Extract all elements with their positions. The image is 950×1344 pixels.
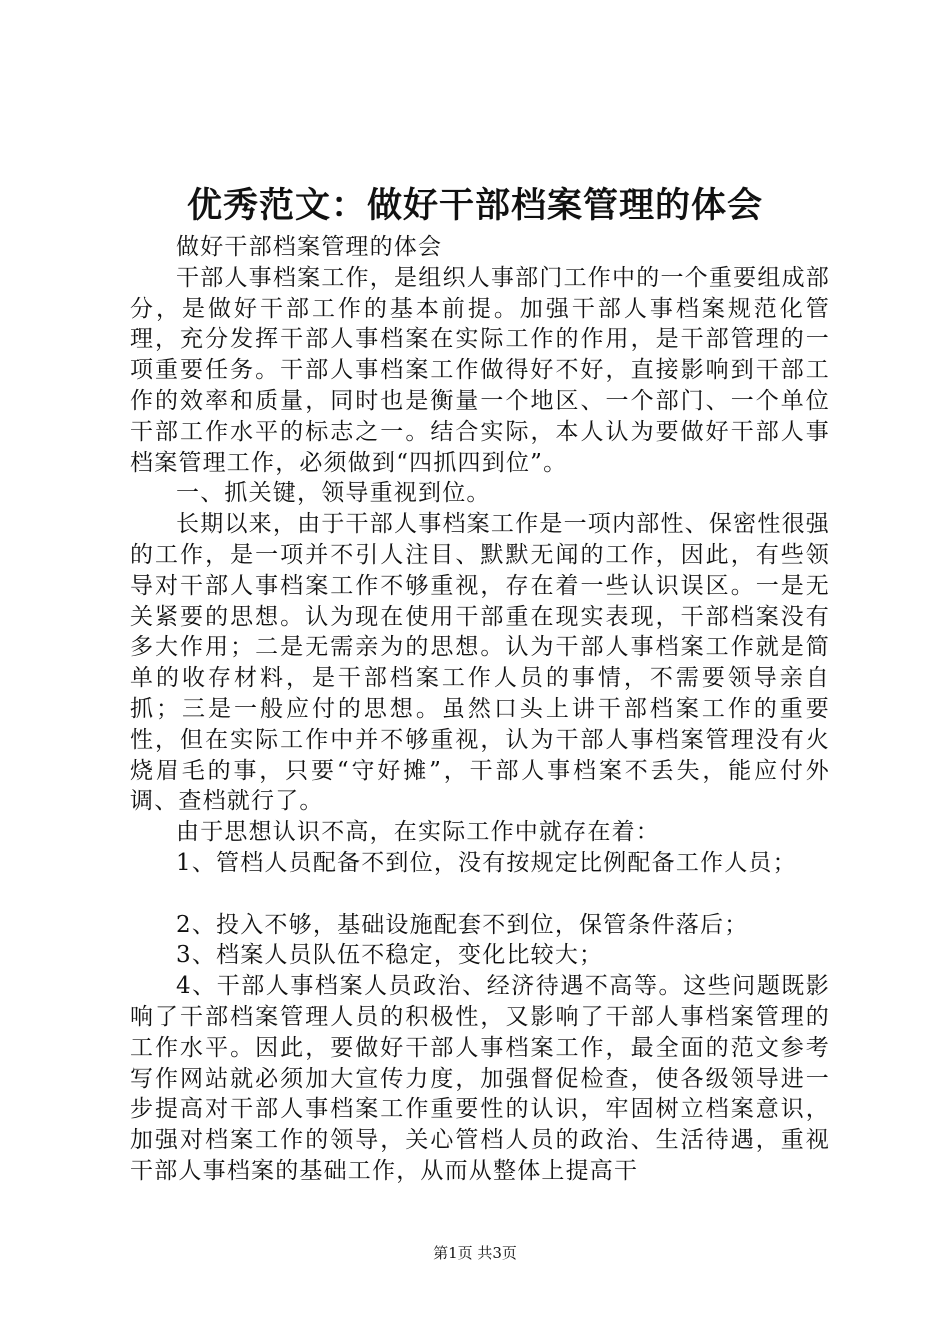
list-item: 4、干部人事档案人员政治、经济待遇不高等。这些问题既影响了干部档案管理人员的积极性，又影响了干部人事档案管理的工作水平。因此，要做好干部人事档案工作，最全面的范文参考写作网站就必须加大宣传力度，加强督促检查，使各级领导进一步提高对干部人事档案工作重要性的认识，牢固树立档案意识，加强对档案工作的领导，关心管档人员的政治、生活待遇，重视干部人事档案的基础工作，从而从整体上提高干 <box>130 973 830 1184</box>
subtitle-paragraph: 做好干部档案管理的体会 <box>176 234 443 260</box>
body-paragraph: 由于思想认识不高，在实际工作中就存在着： <box>176 819 660 846</box>
intro-paragraph: 干部人事档案工作，是组织人事部门工作中的一个重要组成部分，是做好干部工作的基本前提。加强干部人事档案规范化管理，充分发挥干部人事档案在实际工作的作用，是干部管理的一项重要任务。干部人事档案工作做得好不好，直接影响到干部工作的效率和质量，同时也是衡量一个地区、一个部门、一个单位干部工作水平的标志之一。结合实际，本人认为要做好干部人事档案管理工作，必须做到“四抓四到位”。 <box>130 264 830 476</box>
body-paragraph: 长期以来，由于干部人事档案工作是一项内部性、保密性很强的工作，是一项并不引人注目、默默无闻的工作，因此，有些领导对干部人事档案工作不够重视，存在着一些认识误区。一是无关紧要的思想。认为现在使用干部重在现实表现，干部档案没有多大作用；二是无需亲为的思想。认为干部人事档案工作就是简单的收存材料，是干部档案工作人员的事情，不需要领导亲自抓；三是一般应付的思想。虽然口头上讲干部档案工作的重要性，但在实际工作中并不够重视，认为干部人事档案管理没有火烧眉毛的事，只要“守好摊”，干部人事档案不丢失，能应付外调、查档就行了。 <box>130 511 830 815</box>
list-item: 3、档案人员队伍不稳定，变化比较大； <box>176 942 604 969</box>
document-body <box>130 232 830 1187</box>
list-item: 2、投入不够，基础设施配套不到位，保管条件落后； <box>176 911 749 938</box>
page-number-footer: 第1页 共3页 <box>433 1244 517 1262</box>
list-item: 1、管档人员配备不到位，没有按规定比例配备工作人员； <box>176 849 797 876</box>
document-title: 优秀范文：做好干部档案管理的体会 <box>186 185 763 226</box>
section-heading-1: 一、抓关键，领导重视到位。 <box>176 480 491 507</box>
